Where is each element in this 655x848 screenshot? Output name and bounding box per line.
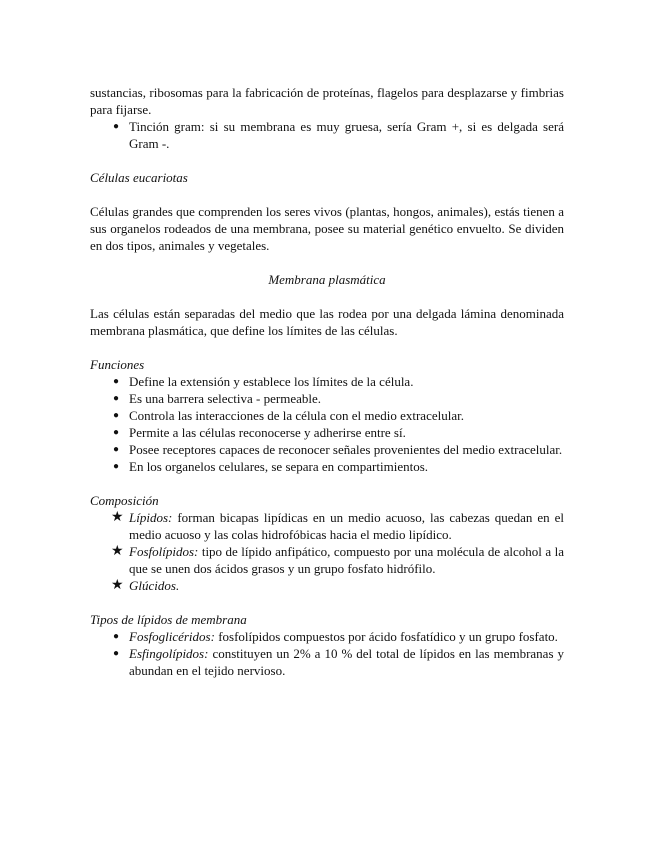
star-icon: ★ xyxy=(111,544,124,559)
lipid-text: constituyen un 2% a 10 % del total de lípidos en las membranas y abundan en el tejido nervioso. xyxy=(129,646,564,678)
lipid-types-heading: Tipos de lípidos de membrana xyxy=(90,612,247,627)
list-item xyxy=(90,407,564,424)
membrane-text: Las células están separadas del medio que las rodea por una delgada lámina denominada membrana plasmática, que define los límites de las células. xyxy=(90,306,564,338)
bullet-icon: ● xyxy=(113,631,120,642)
bullet-icon: ● xyxy=(113,444,120,455)
eukaryote-text: Células grandes que comprenden los seres vivos (plantas, hongos, animales), estás tienen a sus organelos rodeados de una membrana, posee su material genético envuelto. Se dividen en dos tipos, animales y vegetales. xyxy=(90,204,564,253)
functions-list xyxy=(90,373,564,475)
function-text: Controla las interacciones de la célula con el medio extracelular. xyxy=(129,408,464,423)
list-item xyxy=(90,373,564,390)
list-item xyxy=(90,577,564,594)
function-text: Posee receptores capaces de reconocer señales provenientes del medio extracelular. xyxy=(129,442,563,457)
bullet-icon: ● xyxy=(113,376,120,387)
bullet-icon: ● xyxy=(113,410,120,421)
list-item xyxy=(90,509,564,543)
list-item xyxy=(90,118,564,152)
document-page xyxy=(90,84,564,679)
composition-term: Fosfolípidos: xyxy=(129,544,199,559)
bullet-icon: ● xyxy=(113,393,120,404)
functions-heading: Funciones xyxy=(90,357,145,372)
composition-heading: Composición xyxy=(90,493,159,508)
membrane-title: Membrana plasmática xyxy=(268,272,386,287)
list-item xyxy=(90,390,564,407)
function-text: Permite a las células reconocerse y adherirse entre sí. xyxy=(129,425,406,440)
star-icon: ★ xyxy=(111,578,124,593)
function-text: Es una barrera selectiva - permeable. xyxy=(129,391,322,406)
composition-term: Glúcidos. xyxy=(129,578,180,593)
bullet-icon: ● xyxy=(113,427,120,438)
composition-list xyxy=(90,509,564,594)
composition-text: forman bicapas lipídicas en un medio acuoso, las cabezas quedan en el medio acuoso y las colas hidrofóbicas hacia el medio lipídico. xyxy=(129,510,564,542)
list-item xyxy=(90,424,564,441)
gram-list xyxy=(90,118,564,152)
composition-text: tipo de lípido anfipático, compuesto por una molécula de alcohol a la que se unen dos ácidos grasos y un grupo fosfato hidrófilo. xyxy=(129,544,564,576)
star-icon: ★ xyxy=(111,510,124,525)
bullet-icon: ● xyxy=(113,648,120,659)
list-item xyxy=(90,543,564,577)
list-item xyxy=(90,645,564,679)
list-item xyxy=(90,458,564,475)
intro-continuation: sustancias, ribosomas para la fabricación de proteínas, flagelos para desplazarse y fimbrias para fijarse. xyxy=(90,85,564,117)
lipid-text: fosfolípidos compuestos por ácido fosfatídico y un grupo fosfato. xyxy=(214,629,558,644)
list-item xyxy=(90,441,564,458)
list-item xyxy=(90,628,564,645)
gram-item-text: Tinción gram: si su membrana es muy gruesa, sería Gram +, si es delgada será Gram -. xyxy=(129,119,564,151)
function-text: Define la extensión y establece los límites de la célula. xyxy=(129,374,414,389)
eukaryote-heading: Células eucariotas xyxy=(90,170,188,185)
lipid-term: Esfingolípidos: xyxy=(129,646,209,661)
bullet-icon: ● xyxy=(113,121,120,132)
function-text: En los organelos celulares, se separa en compartimientos. xyxy=(129,459,429,474)
lipid-types-list xyxy=(90,628,564,679)
composition-term: Lípidos: xyxy=(129,510,173,525)
lipid-term: Fosfoglicéridos: xyxy=(129,629,215,644)
bullet-icon: ● xyxy=(113,461,120,472)
